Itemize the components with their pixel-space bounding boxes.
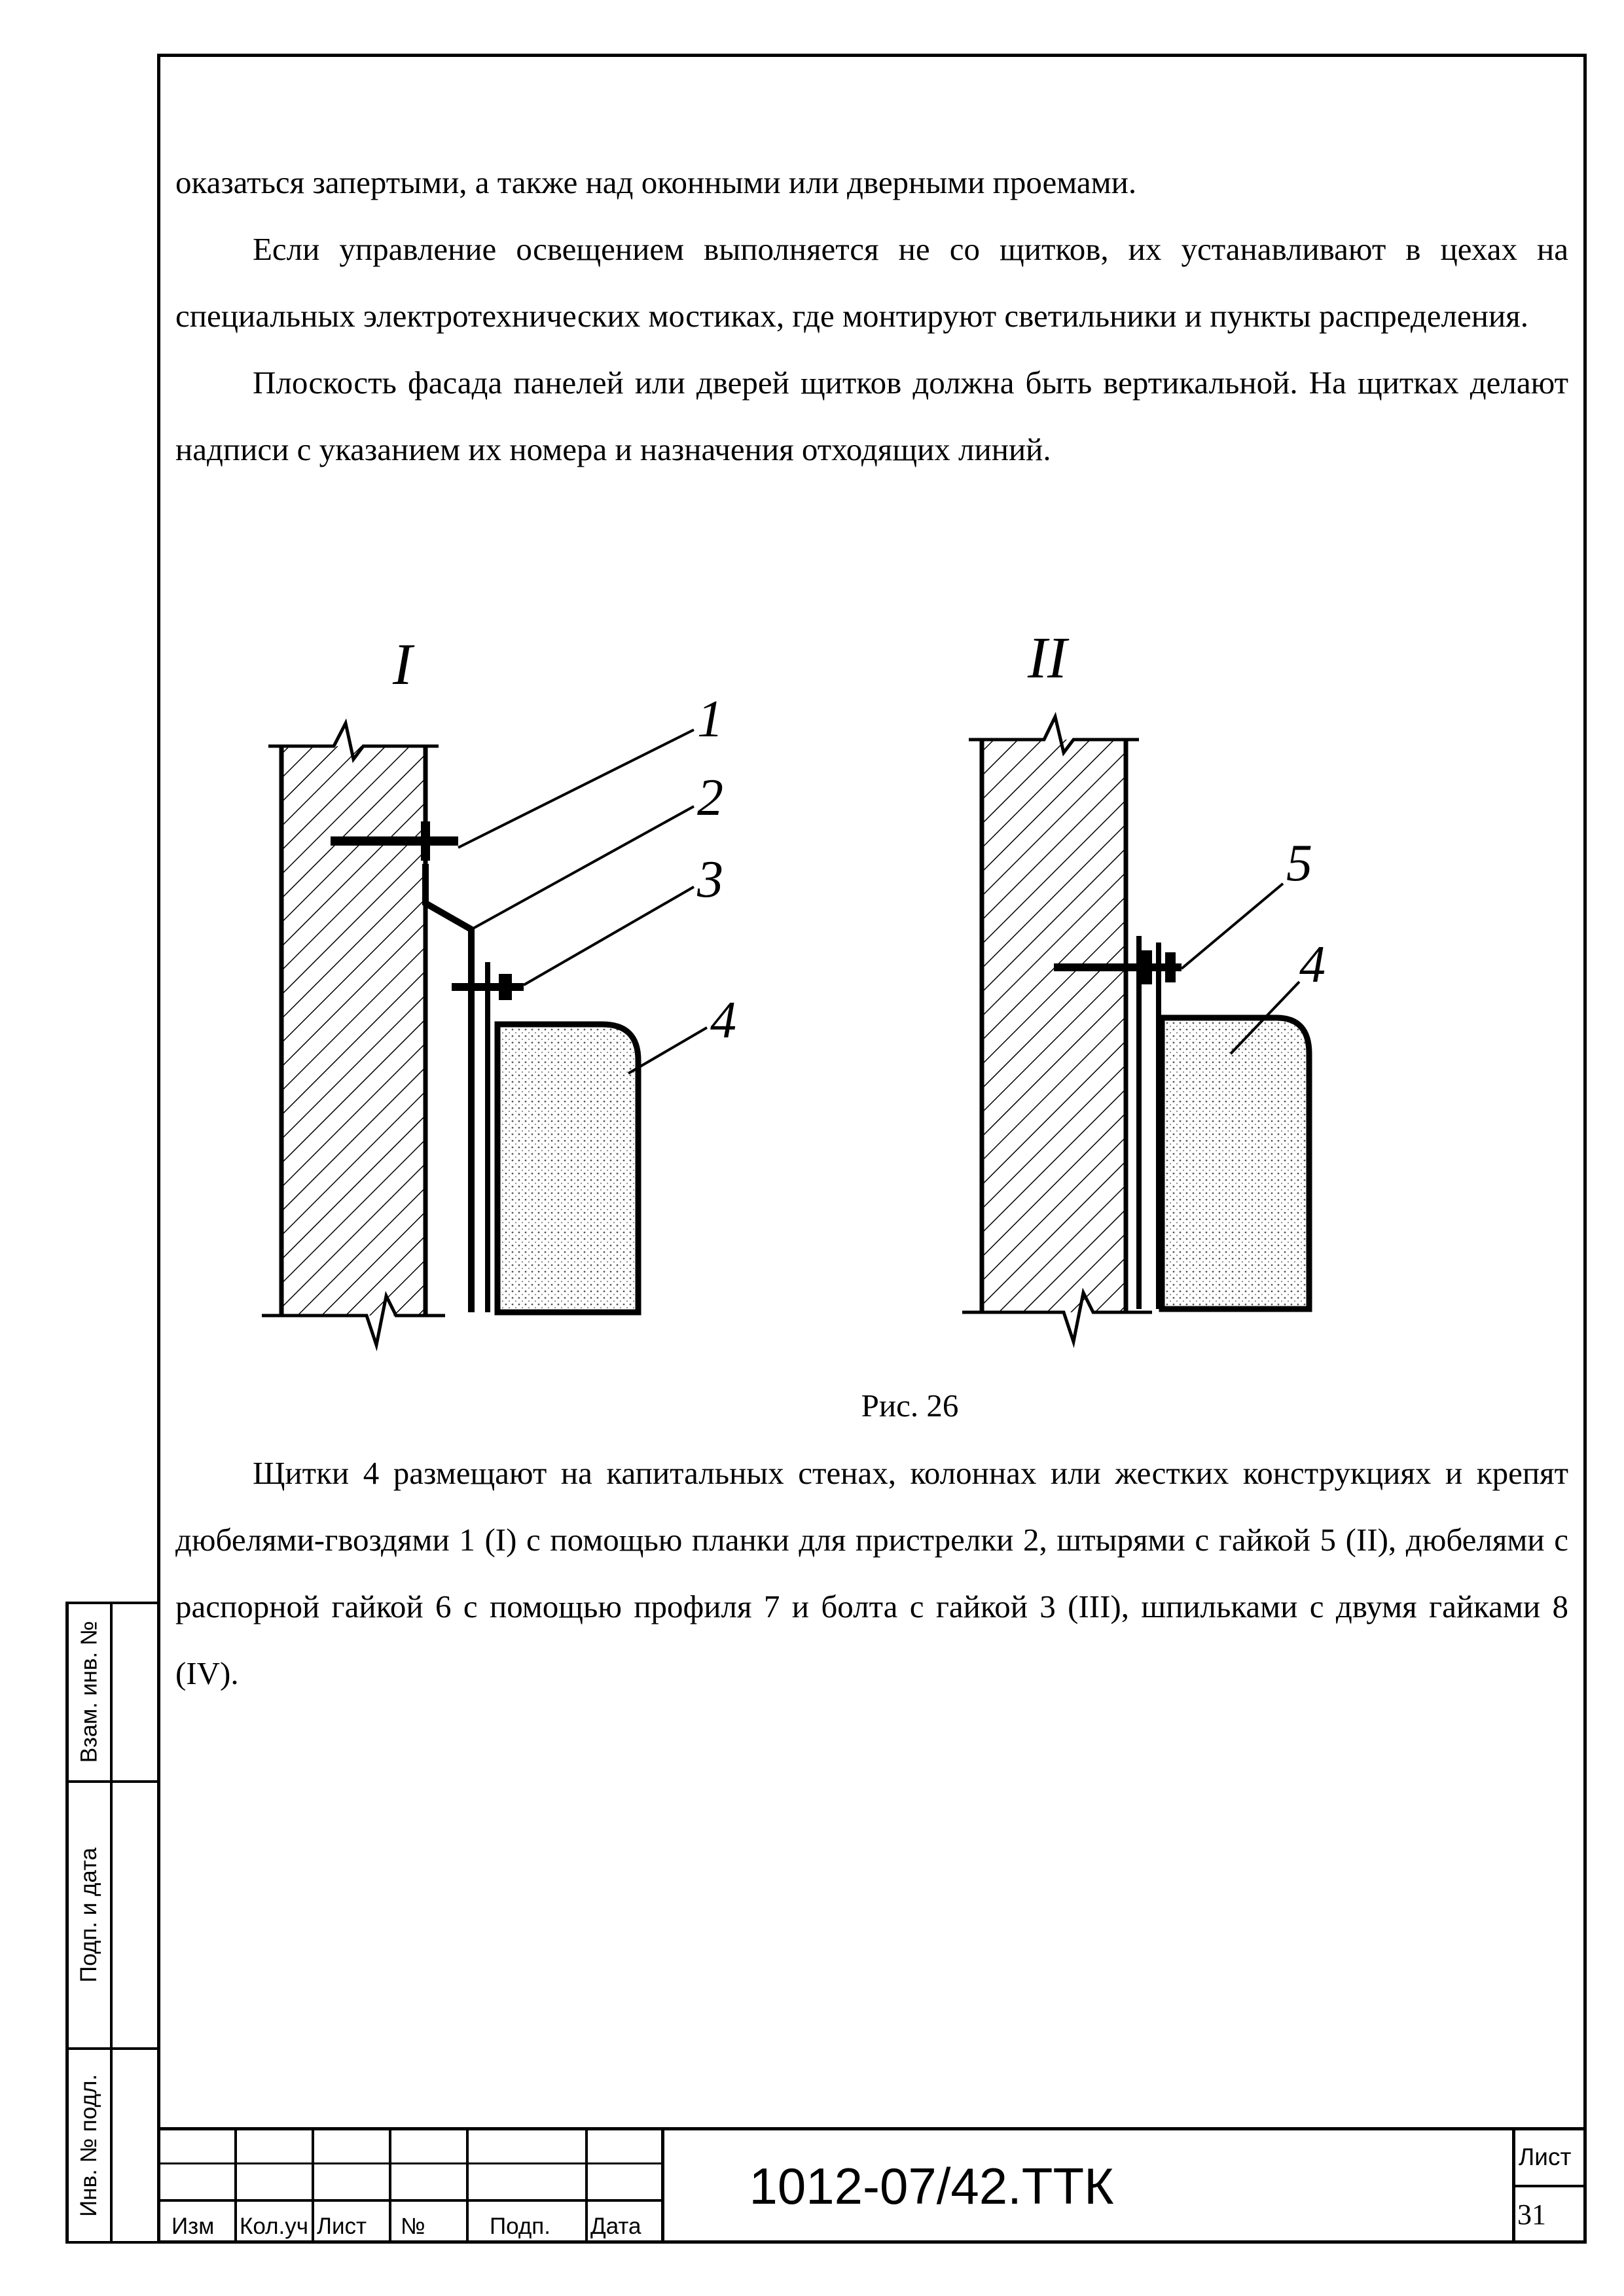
document-code: 1012-07/42.ТТК — [749, 2157, 1114, 2215]
sheet-number: 31 — [1517, 2198, 1546, 2231]
drawing-2 — [962, 626, 1326, 1342]
callout-1: 1 — [697, 691, 723, 748]
stamp-col-list: Лист — [317, 2214, 367, 2239]
paragraph: Плоскость фасада панелей или дверей щитков должна быть вертикальной. На щитках делают надписи с указанием их номера и назначения отходящих линий. — [175, 365, 1568, 467]
paragraph: Если управление освещением выполняется не со щитков, их устанавливают в цехах на специальных электротехнических мостиках, где монтируют светильники и пункты распределения. — [175, 231, 1568, 334]
label-roman-2: II — [1028, 626, 1067, 691]
callout-3: 3 — [697, 851, 723, 908]
paragraph: оказаться запертыми, а также над оконными или дверными проемами. — [175, 164, 1137, 200]
stamp-col-kol: Кол.уч — [240, 2214, 308, 2239]
side-label-inv: Инв. № подл. — [76, 2073, 102, 2217]
side-label-podp: Подп. и дата — [76, 1847, 102, 1983]
stamp-col-date: Дата — [590, 2214, 641, 2239]
callout-4-right: 4 — [1299, 936, 1326, 994]
drawing-1 — [262, 632, 736, 1345]
sheet-label: Лист — [1519, 2144, 1572, 2170]
callout-5: 5 — [1286, 834, 1312, 892]
callout-2: 2 — [697, 769, 723, 827]
side-label-zam: Взам. инв. № — [76, 1621, 101, 1763]
stamp-col-num: № — [401, 2214, 425, 2239]
paragraph: Щитки 4 размещают на капитальных стенах, колоннах или жестких конструкциях и крепят дюбелями-гвоздями 1 (I) с помощью планки для пристрелки 2, штырями с гайкой 5 (II), дюбелями с распорной гайкой 6 с помощью профиля 7 и болта с гайкой 3 (III), шпильками с двумя гайками 8 (IV). — [175, 1455, 1568, 1691]
label-roman-1: I — [393, 632, 412, 697]
stamp-col-izm: Изм — [171, 2214, 215, 2239]
body-text-bottom — [175, 1440, 1568, 1707]
stamp-col-podp: Подп. — [490, 2214, 550, 2239]
callout-4: 4 — [710, 992, 736, 1049]
figure-caption: Рис. 26 — [861, 1388, 959, 1424]
